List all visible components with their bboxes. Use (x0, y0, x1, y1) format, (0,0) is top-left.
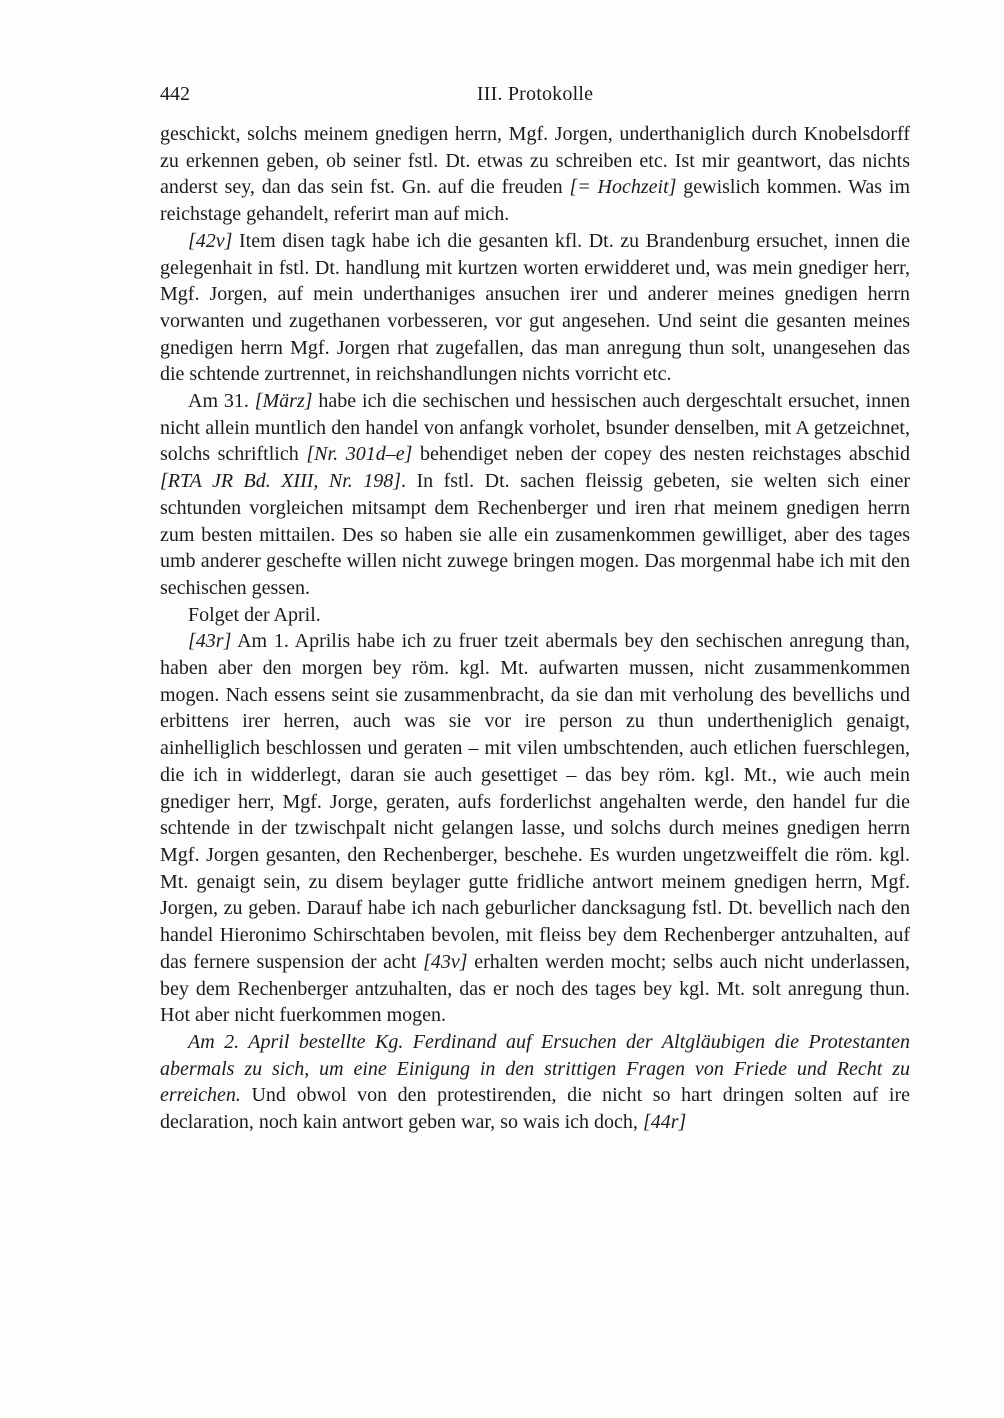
text-run-italic: [Nr. 301d–e] (306, 443, 413, 466)
text-run: behendiget neben der copey des nesten reichstages abschid (412, 443, 910, 466)
text-run-italic: [März] (254, 390, 313, 413)
text-run-italic: [43v] (423, 950, 468, 973)
text-run: Item disen tagk habe ich die gesanten kfl. Dt. zu Brandenburg ersuchet, innen die gelegenhait in fstl. Dt. handlung mit kurtzen worten erwidderet und, was mein gnediger herr, Mgf. Jorgen, auf mein underthaniges ansuchen irer und anderer meines gnedigen herrn vorwanten und zugethanen vorbesseren, vor gut angesehen. Und seint die gesanten meines gnedigen herrn Mgf. Jorgen rhat zugefallen, das man anregung thun solt, unangesehen das die schtende zurtrennet, in reichshandlungen nichts vorricht etc. (160, 229, 910, 386)
text-run-italic: Am 2. April bestellte Kg. Ferdinand auf Ersuchen der Altgläubigen die Protestanten abermals zu sich, um eine Einigung in den strittigen Fragen von Friede und Recht zu erreichen. (160, 1030, 910, 1107)
text-run-italic: [43r] (188, 630, 232, 653)
text-run: geschickt, solchs meinem gnedigen herrn, Mgf. Jorgen, underthaniglich durch Knobelsdorff zu erkennen geben, ob seiner fstl. Dt. etwas zu schreiben etc. Ist mir geantwort, das nichts anderst sey, dan das sein fst. Gn. auf die freuden (160, 123, 910, 199)
page-header (160, 82, 910, 106)
paragraph (160, 628, 910, 1029)
text-run: Und obwol von den protestirenden, die nicht so hart dringen solten auf ire declaration, noch kain antwort geben war, so wais ich doch, (160, 1084, 910, 1134)
text-run-italic: [44r] (642, 1111, 687, 1134)
text-run: Am 31. (188, 390, 255, 413)
text-run: gewislich kommen. Was im reichstage gehandelt, referirt man auf mich. (160, 176, 911, 226)
text-run: habe ich die sechischen und hessischen auch dergeschtalt ersuchet, innen nicht allein muntlich den handel von anfangk vorholet, bsunder denselben, mit A getzeichnet, solchs schriftlich (160, 390, 911, 466)
page-number: 442 (160, 83, 190, 105)
text-run-italic: [= Hochzeit] (569, 176, 677, 199)
paragraph (160, 228, 910, 388)
text-run-italic: [RTA JR Bd. XIII, Nr. 198] (160, 470, 402, 493)
text-run: Am 1. Aprilis habe ich zu fruer tzeit abermals bey den sechischen anregung than, haben aber den morgen bey röm. kgl. Mt. aufwarten mussen, nicht zusammenkommen mogen. Nach essens seint sie zusammenbracht, da sie dan mit verholung des bevellichs und erbittens irer herren, auch was sie vor ire person zu thun undertheniglich genaigt, ainhelliglich beschlossen und geraten – mit vilen umbschtenden, auch etlichen fuerschlegen, die ich in widderlegt, daran sie auch gesettiget – das bey röm. kgl. Mt., wie auch mein gnediger herr, Mgf. Jorge, geraten, aufs forderlichst angehalten werde, den handel fur die schtende in der tzwischpalt nicht gelangen lasse, und solchs durch meines gnedigen herrn Mgf. Jorgen gesanten, den Rechenberger, beschehe. Es wurden ungetzweiffelt die röm. kgl. Mt. genaigt sein, zu disem beylager gutte fridliche antwort meinem gnedigen herrn, Mgf. Jorgen, zu geben. Darauf habe ich nach geburlicher dancksagung fstl. Dt. bevellich nach den handel Hieronimo Schirschtaben bevolen, mit fleiss bey dem Rechenberger antzuhalten, auf das fernere suspension der acht (160, 630, 910, 973)
paragraph (160, 1029, 910, 1136)
running-title: III. Protokolle (476, 83, 594, 105)
text-run: Folget der April. (188, 603, 321, 626)
body-text (160, 121, 910, 1136)
paragraph (160, 602, 910, 629)
text-run-italic: [42v] (188, 229, 233, 252)
text-run: erhalten werden mocht; selbs auch nicht underlassen, bey dem Rechenberger antzuhalten, das er noch des tages bey kgl. Mt. solt anregung thun. Hot aber nicht fuerkommen mogen. (160, 950, 911, 1027)
paragraph (160, 388, 910, 602)
text-run: . In fstl. Dt. sachen fleissig gebeten, sie welten sich einer schtunden vorgleichen mitsampt dem Rechenberger und iren rhat meinem gnedigen herrn zum besten mittailen. Des so haben sie alle ein zusamenkommen gewilliget, aber des tages umb anderer geschefte willen nicht zuwege bringen mogen. Das morgenmal habe ich mit den sechischen gessen. (160, 470, 910, 599)
paragraph (160, 121, 910, 228)
